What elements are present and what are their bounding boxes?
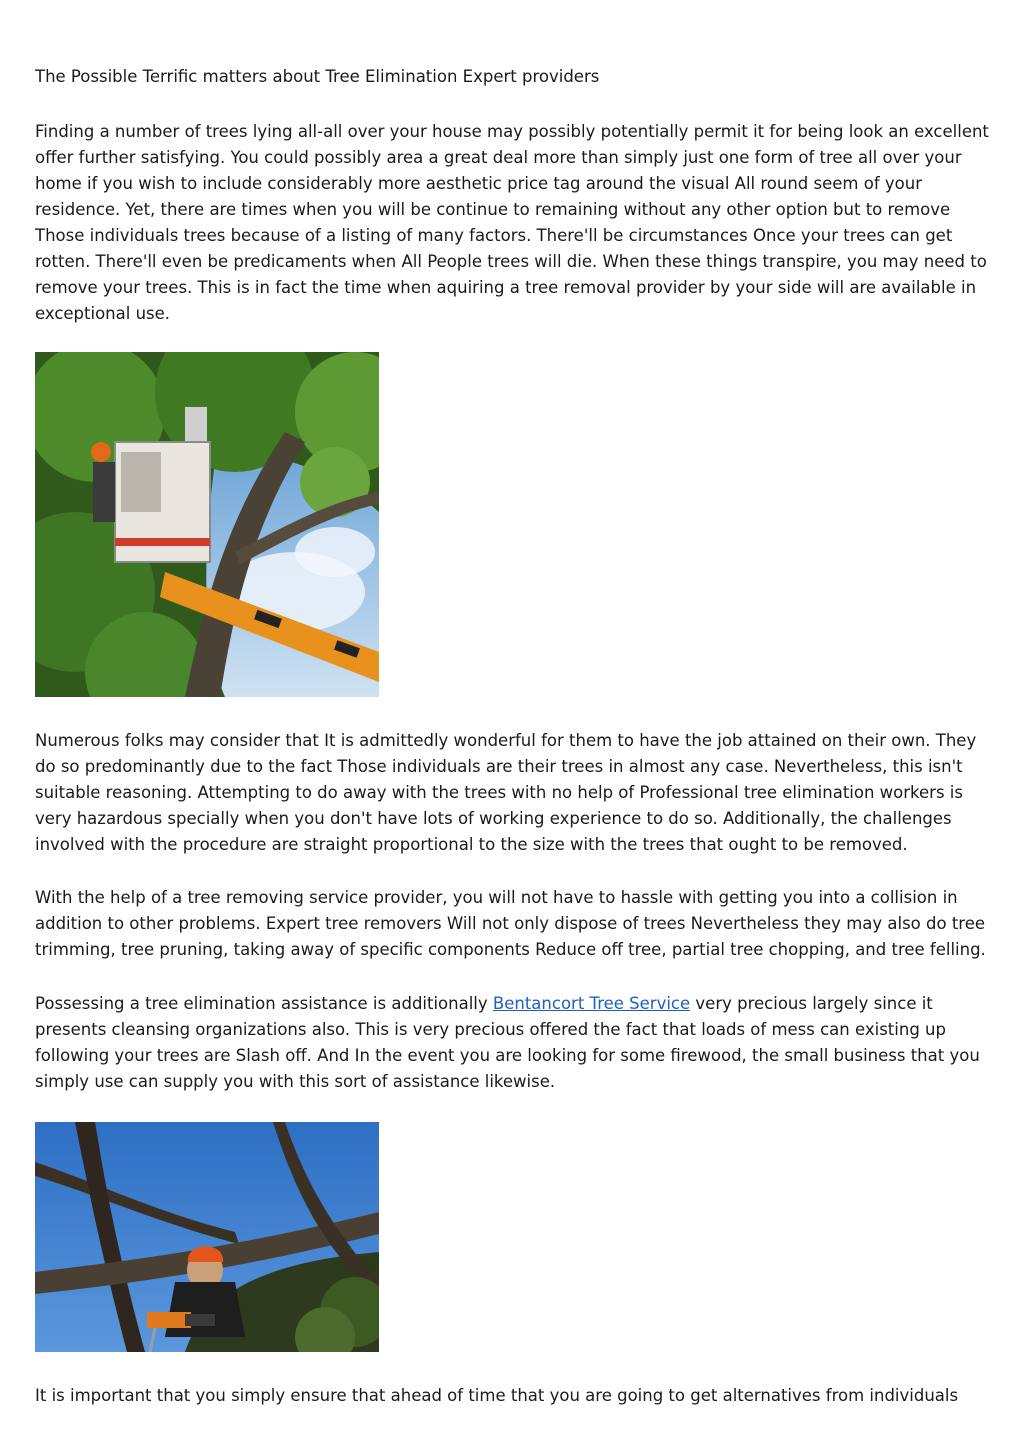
document-title: The Possible Terrific matters about Tree Elimination Expert providers: [35, 67, 600, 86]
paragraph-cleanup-start: Possessing a tree elimination assistance is additionally: [35, 994, 493, 1013]
bucket-truck-worker-photo: [35, 352, 379, 697]
paragraph-closing: It is important that you simply ensure that ahead of time that you are going to get alternatives from individuals: [35, 1386, 959, 1405]
paragraph-intro: Finding a number of trees lying all-all over your house may possibly potentially permit it for being look an excellent offer further satisfying. You could possibly area a great deal more than simply just one form of tree all over your home if you wish to include considerably more aesthetic price tag around the visual All round seem of your residence. Yet, there are times when you will be continue to remaining without any other option but to remove Those individuals trees because of a listing of many factors. There'll be circumstances Once your trees can get rotten. There'll even be predicaments when All People trees will die. When these things transpire, you may need to remove your trees. This is in fact the time when aquiring a tree removal provider by your side will are available in exceptional use.: [35, 122, 989, 323]
paragraph-diy-risk: Numerous folks may consider that It is admittedly wonderful for them to have the job attained on their own. They do so predominantly due to the fact Those individuals are their trees in almost any case. Nevertheless, this isn't suitable reasoning. Attempting to do away with the trees with no help of Professional tree elimination workers is very hazardous specially when you don't have lots of working experience to do so. Additionally, the challenges involved with the procedure are straight proportional to the size with the trees that ought to be removed.: [35, 731, 977, 854]
bentancort-tree-service-link[interactable]: Bentancort Tree Service: [492, 994, 691, 1013]
paragraph-cleanup-end: very precious largely since it presents cleansing organizations also. This is very precious offered the fact that loads of mess can existing up following your trees are Slash off. And In the event you are looking for some firewood, the small business that you simply use can supply you with this sort of assistance likewise.: [35, 994, 980, 1091]
paragraph-cleanup: [35, 991, 993, 1095]
chainsaw-arborist-photo: [35, 1122, 379, 1352]
paragraph-service-benefits: With the help of a tree removing service provider, you will not have to hassle with getting you into a collision in addition to other problems. Expert tree removers Will not only dispose of trees Nevertheless they may also do tree trimming, tree pruning, taking away of specific components Reduce off tree, partial tree chopping, and tree felling.: [35, 888, 986, 959]
